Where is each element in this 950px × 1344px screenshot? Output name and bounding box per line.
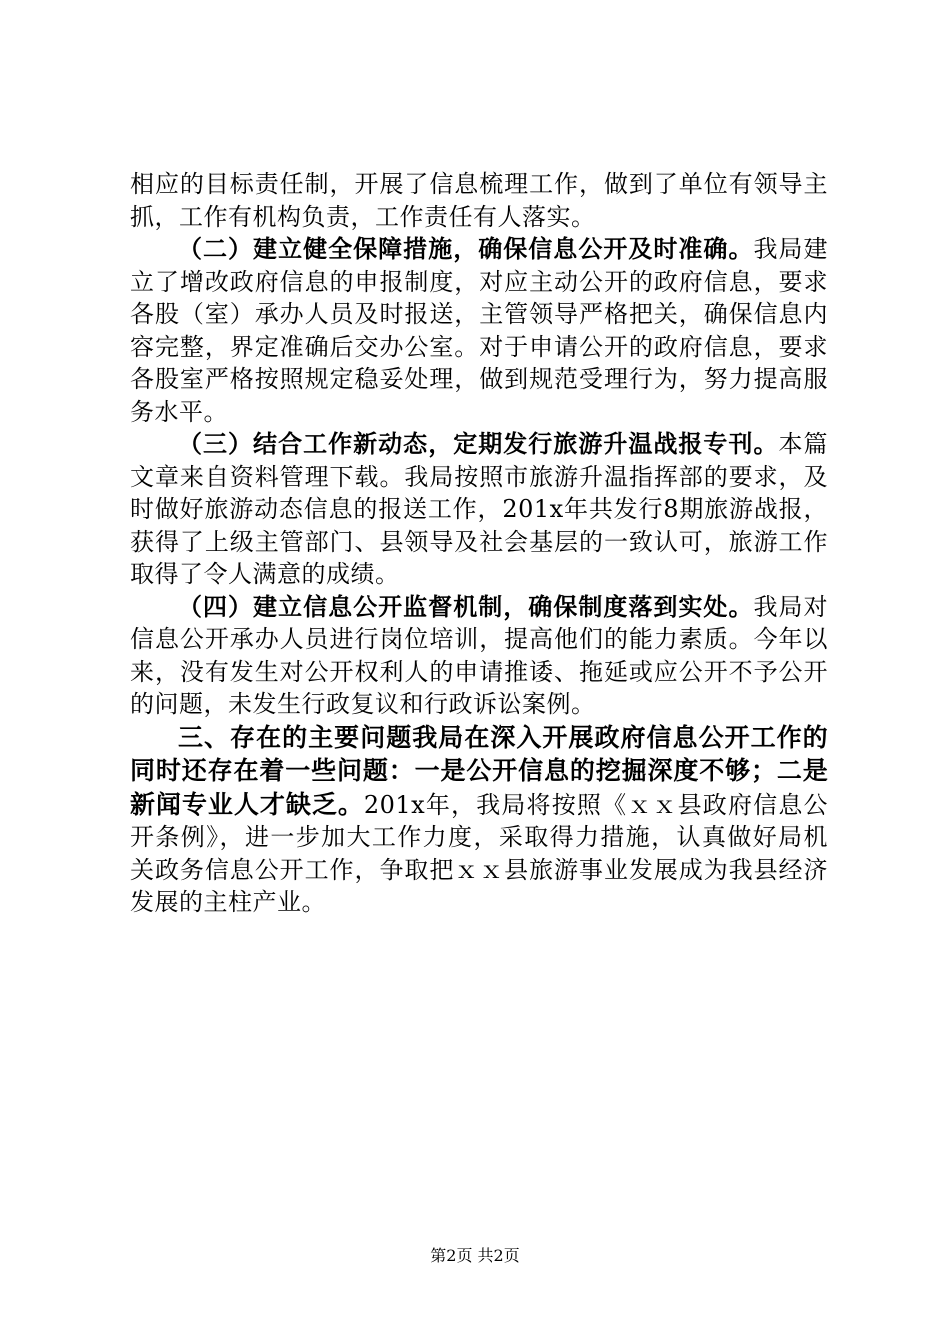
paragraph-heading: （四）建立信息公开监督机制，确保制度落到实处。 <box>178 592 754 621</box>
paragraph-heading: （二）建立健全保障措施，确保信息公开及时准确。 <box>178 235 754 263</box>
document-body <box>130 168 828 919</box>
paragraph-existing-problems <box>130 721 828 919</box>
paragraph-text: 我局对信息公开承办人员进行岗位培训，提高他们的能力素质。今年以来，没有发生对公开权利人的申请推诿、拖延或应公开不予公开的问题，未发生行政复议和行政诉讼案例。 <box>130 592 829 718</box>
paragraph-text: 我局建立了增改政府信息的申报制度，对应主动公开的政府信息，要求各股（室）承办人员及时报送，主管领导严格把关，确保信息内容完整，界定准确后交办公室。对于申请公开的政府信息，要求各股室严格按照规定稳妥处理，做到规范受理行为，努力提高服务水平。 <box>130 235 829 426</box>
paragraph-text: 本篇文章来自资料管理下载。我局按照市旅游升温指挥部的要求，及时做好旅游动态信息的报送工作，201x年共发行8期旅游战报，获得了上级主管部门、县领导及社会基层的一致认可，旅游工作取得了令人满意的成绩。 <box>130 430 829 588</box>
paragraph-text: 相应的目标责任制，开展了信息梳理工作，做到了单位有领导主抓，工作有机构负责，工作责任有人落实。 <box>130 170 828 231</box>
paragraph-text: 201x年，我局将按照《ｘｘ县政府信息公开条例》，进一步加大工作力度，采取得力措施，认真做好局机关政务信息公开工作，争取把ｘｘ县旅游事业发展成为我县经济发展的主柱产业。 <box>130 790 829 916</box>
paragraph-continuation <box>130 168 828 233</box>
paragraph-guarantee-measures <box>130 233 828 428</box>
paragraph-tourism-bulletin <box>130 428 828 591</box>
paragraph-heading: （三）结合工作新动态，定期发行旅游升温战报专刊。 <box>178 430 779 458</box>
paragraph-supervision-mechanism <box>130 591 828 721</box>
page-number-footer: 第2页 共2页 <box>430 1246 520 1265</box>
section-heading: 三、存在的主要问题我局在深入开展政府信息公开工作的同时还存在着一些问题：一是公开信息的挖掘深度不够；二是新闻专业人才缺乏。 <box>130 722 828 819</box>
